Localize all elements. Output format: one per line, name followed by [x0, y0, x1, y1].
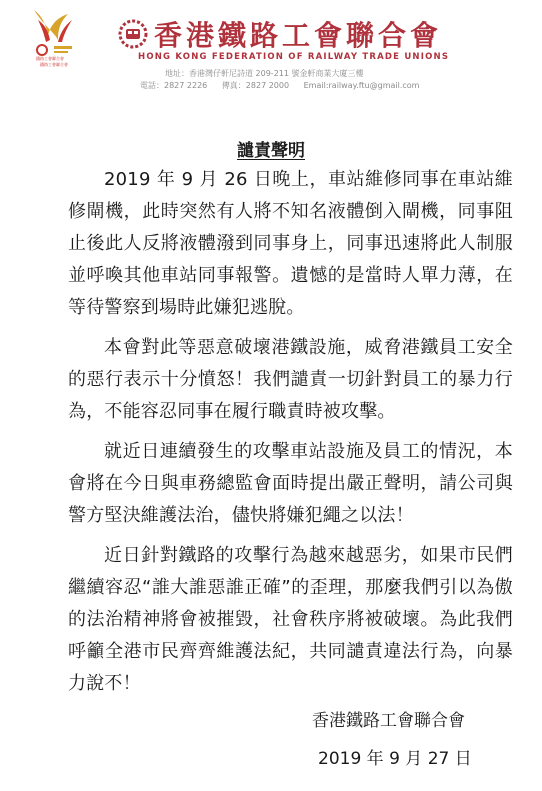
train-seal-icon — [118, 19, 148, 56]
signature-org: 香港鐵路工會聯合會 — [312, 711, 465, 731]
statement-paragraph: 近日針對鐵路的攻擊行為越來越惡劣，如果市民們繼續容忍“誰大誰惡誰正確”的歪理，那麼我們引以為傲的法治精神將會被摧毀，社會秩序將被破壞。為此我們呼籲全港市民齊齊維護法紀，共同譴責違法行為，向暴力說不！ — [68, 545, 513, 694]
statement-body — [68, 164, 513, 708]
org-email: Email:railway.ftu@gmail.com — [303, 81, 420, 90]
union-logo — [28, 6, 80, 70]
signature-date: 2019 年 9 月 27 日 — [318, 749, 472, 769]
statement-paragraph: 就近日連續發生的攻擊車站設施及員工的情況，本會將在今日與車務總監會面時提出嚴正聲明，請公司與警方堅決維護法治，儘快將嫌犯繩之以法！ — [68, 441, 513, 526]
statement-paragraph: 2019 年 9 月 26 日晚上，車站維修同事在車站維修閘機，此時突然有人將不知名液體倒入閘機，同事阻止後此人反將液體潑到同事身上，同事迅速將此人制服並呼喚其他車站同事報警。遺憾的是當時人單力薄，在等待警察到場時此嫌犯逃脫。 — [68, 169, 513, 318]
org-address: 地址：香港灣仔軒尼詩道 209-211 號金軒商業大廈三樓 — [165, 69, 364, 78]
logo-caption-1: 鐵路工會聯合會 — [36, 56, 64, 61]
logo-caption-2: 鐵路工會聯合會 — [40, 62, 68, 67]
org-title — [118, 14, 518, 56]
org-name-en: HONG KONG FEDERATION OF RAILWAY TRADE UNIONS — [138, 52, 450, 62]
statement-title: 譴責聲明 — [237, 141, 305, 161]
statement-paragraph: 本會對此等惡意破壞港鐵設施，威脅港鐵員工安全的惡行表示十分憤怒！我們譴責一切針對員工的暴力行為，不能容忍同事在履行職責時被攻擊。 — [68, 337, 513, 422]
org-name: 香港鐵路工會聯合會 — [154, 19, 443, 52]
org-contact — [140, 80, 431, 91]
org-fax: 傳真：2827 2000 — [221, 81, 290, 90]
org-phone: 電話：2827 2226 — [140, 81, 208, 90]
